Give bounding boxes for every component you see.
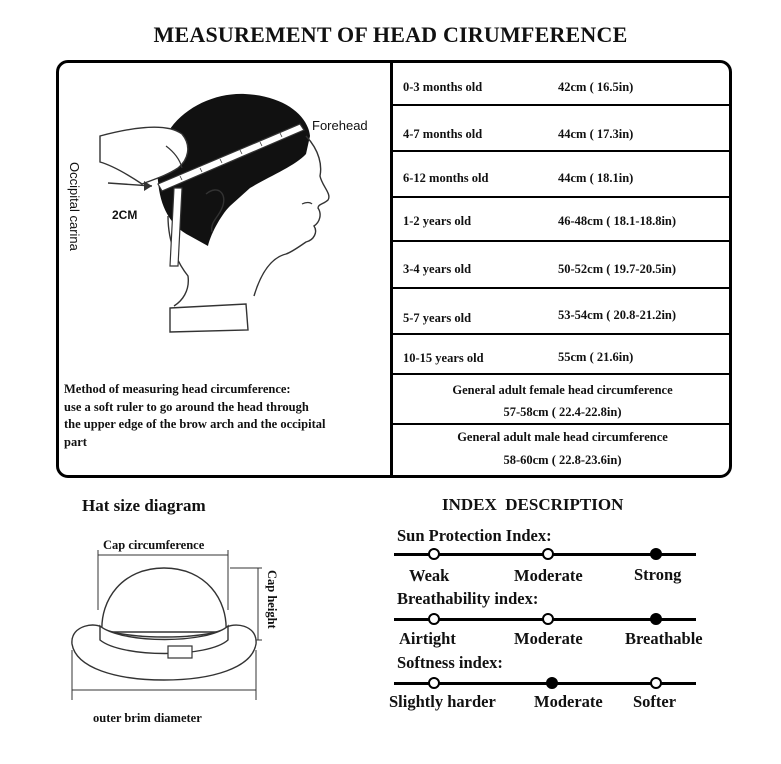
size-cell: 53-54cm ( 20.8-21.2in) [558, 308, 677, 322]
offset-label: 2CM [112, 208, 138, 222]
soft-option-moderate-dot [546, 677, 558, 689]
row-divider [393, 423, 732, 425]
outer-brim-label: outer brim diameter [93, 711, 202, 725]
age-cell: 0-3 months old [403, 80, 483, 94]
sun-option-strong-dot [650, 548, 662, 560]
size-cell: 42cm ( 16.5in) [558, 80, 634, 94]
age-cell: 5-7 years old [403, 311, 472, 325]
adult-female-label: General adult female head circumference [452, 383, 673, 397]
soft-option-harder-dot [428, 677, 440, 689]
size-cell: 55cm ( 21.6in) [558, 350, 634, 364]
breath-option-label: Breathable [625, 629, 703, 648]
age-cell: 4-7 months old [403, 127, 483, 141]
row-divider [393, 373, 732, 375]
size-cell: 44cm ( 17.3in) [558, 127, 634, 141]
breath-option-moderate-dot [542, 613, 554, 625]
age-cell: 6-12 months old [403, 171, 489, 185]
row-divider [393, 150, 732, 152]
hat-illustration [62, 540, 272, 710]
breath-option-airtight-dot [428, 613, 440, 625]
row-divider [393, 196, 732, 198]
method-line: part [64, 434, 87, 449]
size-cell: 46-48cm ( 18.1-18.8in) [558, 214, 677, 228]
sun-option-label: Strong [634, 565, 682, 584]
hat-diagram-heading: Hat size diagram [82, 496, 206, 515]
softness-label: Softness index: [397, 653, 503, 672]
cap-circumference-label: Cap circumference [103, 538, 205, 552]
measuring-method-text [64, 381, 394, 451]
row-divider [393, 240, 732, 242]
sun-protection-label: Sun Protection Index: [397, 526, 552, 545]
adult-male-label: General adult male head circumference [457, 430, 668, 444]
sun-option-moderate-dot [542, 548, 554, 560]
breath-option-breathable-dot [650, 613, 662, 625]
row-divider [393, 287, 732, 289]
row-divider [393, 333, 732, 335]
age-cell: 10-15 years old [403, 351, 484, 365]
occipital-label-wrap [64, 162, 84, 272]
soft-option-label: Slightly harder [389, 692, 496, 711]
soft-option-softer-dot [650, 677, 662, 689]
sun-option-label: Weak [409, 566, 450, 585]
row-divider [393, 104, 732, 106]
method-line: the upper edge of the brow arch and the occipital [64, 417, 326, 431]
size-cell: 50-52cm ( 19.7-20.5in) [558, 262, 677, 276]
cap-height-label-wrap [263, 570, 283, 650]
method-line: Method of measuring head circumference: [64, 382, 291, 396]
sun-option-weak-dot [428, 548, 440, 560]
method-line: use a soft ruler to go around the head through [64, 399, 309, 414]
age-cell: 3-4 years old [403, 262, 472, 276]
cap-height-label: Cap height [265, 570, 279, 629]
index-heading: INDEX DESCRIPTION [442, 495, 624, 514]
sun-option-label: Moderate [514, 566, 583, 585]
soft-option-label: Moderate [534, 692, 603, 711]
occipital-label: Occipital carina [67, 162, 82, 251]
age-cell: 1-2 years old [403, 214, 472, 228]
breathability-label: Breathability index: [397, 589, 539, 608]
soft-option-label: Softer [633, 692, 677, 711]
forehead-label: Forehead [312, 118, 368, 133]
breath-option-label: Airtight [399, 629, 456, 648]
head-measurement-illustration [70, 76, 390, 336]
adult-male-value: 58-60cm ( 22.8-23.6in) [503, 453, 622, 467]
breath-option-label: Moderate [514, 629, 583, 648]
page-title: MEASUREMENT OF HEAD CIRUMFERENCE [153, 22, 628, 47]
adult-female-value: 57-58cm ( 22.4-22.8in) [503, 405, 622, 419]
size-cell: 44cm ( 18.1in) [558, 171, 634, 185]
